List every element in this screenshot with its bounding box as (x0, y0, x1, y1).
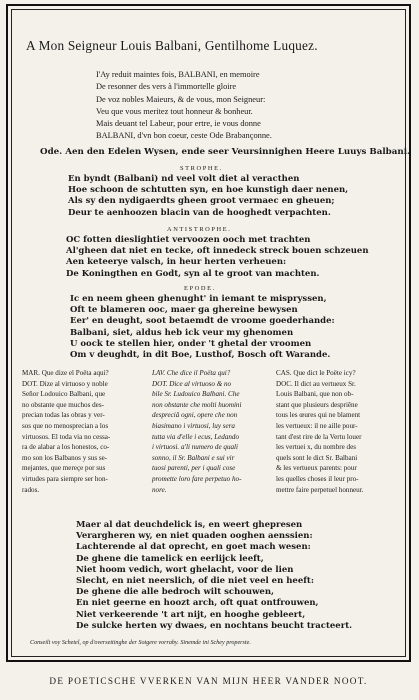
dialogue-line: mejantes, que mereçe por sus (22, 464, 106, 473)
verse-line: Deur te aenhoozen blacin van de hooghedt verpachten. (68, 207, 331, 218)
verse-line: De voz nobles Maieurs, & de vous, mon Seigneur: (96, 94, 266, 104)
dialogue-line: quels sont le dict Sr. Balbani (276, 453, 358, 462)
verse-line: I'Ay reduit maintes fois, BALBANI, en memoire (96, 70, 260, 79)
dialogue-line: tant d'est rire de la Vertu louer (276, 432, 362, 441)
dialogue-line: bile Sr. Ludouico Balbani. Che (152, 390, 240, 399)
verse-line: En byndt (Balbani) nd veel volt diet al veracthen (68, 174, 300, 184)
page-footer-title: DE POETICSCHE VVERKEN VAN MIJN HEER VANDER NOOT. (49, 676, 368, 686)
verse-line: Al'gheen dat niet en tecke, oft innedeck streck bouen schzeuen (66, 246, 369, 257)
antistrophe-heading: ANTISTROPHE. (167, 226, 232, 233)
strophe-heading: STROPHE. (180, 165, 223, 172)
dialogue-line: i virtuosi. a'li numero de quali (152, 443, 238, 452)
verse-line: Als sy den nydigaerdts gheen groot vermaec en gheuen; (68, 196, 335, 207)
dedication-title: A Mon Seigneur Louis Balbani, Gentilhome Luquez. (26, 38, 318, 53)
dialogue-line: les vertueux: il ne aille pour- (276, 421, 358, 430)
verse-line: Oft te blameren ooc, maer ga ghereine bewysen (70, 305, 298, 316)
strophe-verse (68, 174, 348, 219)
dialogue-line: promette loro fare perpetuo ho- (152, 474, 242, 483)
dialogue-line: LAV. Che dice il Poëta qui? (152, 369, 231, 377)
verse-line: Mais deuant tel Labeur, pour ertre, ie vous donne (96, 119, 261, 129)
verse-line: De sulcke herten wy dwaes, en nochtans beucht tracteert. (76, 620, 353, 631)
epode-heading: EPODE. (184, 285, 216, 292)
dialogue-line: DOT. Dice al virtuoso & no (152, 379, 232, 388)
dialogue-line: rados. (22, 485, 40, 494)
dialogue-line: mo son los Balbanos y sus se- (22, 453, 108, 462)
dialogue-line: tuosi parenti, per i quali cose (152, 464, 236, 473)
dialogue-line: despreciâ ogni, opere che non (152, 411, 238, 420)
dialogue-line: DOT. Dize al virtuoso y noble (22, 379, 108, 388)
ode-title: Ode. Aen den Edelen Wysen, ende seer Veursinnighen Heere Luuys Balbani. (40, 147, 411, 157)
dialogue-line: sos que no menosprecian a los (22, 421, 109, 430)
french-dialogue-column (276, 368, 363, 495)
dialogue-line: MAR. Que dize el Poëta aqui? (22, 369, 109, 377)
dialogue-line: biasimano i virtuosi, luy sera (152, 421, 235, 430)
dialogue-line: ra de alabar a los honestos, co- (22, 443, 110, 452)
verse-line: Om v deughdt, in dit Boe, Lusthof, Bosch oft Warande. (70, 350, 331, 361)
verse-line: Verargheren wy, en niet quaden ooghen aenssien: (76, 531, 313, 542)
verse-line: Hoe schoon de schtutten syn, en hoe kunstigh daer nenen, (68, 185, 349, 196)
dialogue-line: nore. (152, 485, 167, 494)
verse-line: Eer' en deught, soot betaemdt de vroome goederhande: (70, 316, 335, 327)
verse-line: OC fotten dieslightiet vervoozen ooch met trachten (66, 235, 311, 245)
dialogue-line: mettre faire perpetuel honneur. (276, 485, 364, 494)
verse-line: Balbani, siet, aldus heb ick veur my ghenomen (70, 327, 294, 338)
french-dedication-verse (96, 69, 272, 143)
verse-line: Slecht, en niet neerslich, of die niet veel en heeft: (76, 576, 314, 587)
dialogue-line: no obstante que muchos des- (22, 400, 104, 409)
verse-line: Ic en neem gheen ghenught' in iemant te mispryssen, (70, 294, 327, 304)
verse-line: Niet hoom vedich, wort ghelacht, voor de lien (76, 564, 294, 575)
verse-line: Veu que vous meritez tout honneur & bonheur. (96, 106, 253, 116)
epode-verse (70, 294, 335, 361)
dialogue-line: Señor Lodouico Balbani, que (22, 390, 106, 399)
verse-line: Lachterende al dat oprecht, en goet mach wesen: (76, 542, 311, 553)
verse-line: Aen keteerye valsch, in heur herten verheuen: (66, 257, 287, 268)
verse-line: U oock te stellen hier, onder 't ghetal der vroomen (70, 338, 312, 349)
dialogue-line: & les vertueux parents: pour (276, 464, 357, 473)
closing-verse (76, 520, 352, 632)
verse-line: De Koningthen en Godt, syn al te groot van machten. (66, 268, 320, 279)
dialogue-line: stant que plusieurs despriêne (276, 400, 358, 409)
antistrophe-verse (66, 235, 369, 280)
dialogue-line: les quelles choses il leur pro- (276, 474, 359, 483)
dialogue-line: tutta via d'elle i ecus, Ledando (152, 432, 240, 441)
verse-line: De ghene die tamelick en eerlijck leeft, (76, 553, 264, 564)
dialogue-line: les vertuei x, du nombre des (276, 443, 356, 452)
verse-line: De ghene die alle bedroch wilt schouwen, (76, 587, 274, 598)
dialogue-line: tous les œures qui ne blament (276, 411, 361, 420)
dialogue-line: Louis Balbani, que non ob- (276, 390, 354, 399)
dialogue-line: virtudes para siempre ser hon- (22, 474, 108, 483)
verse-line: Maer al dat deuchdelick is, en weert ghepresen (76, 520, 303, 530)
verse-line: BALBANI, d'vn bon coeur, ceste Ode Brabançonne. (96, 131, 272, 141)
dialogue-line: non obstante che molti huomini (152, 400, 242, 409)
verse-line: En niet geerne en hoozt arch, oft quat ontfrouwen, (76, 598, 319, 609)
spanish-dialogue-column (22, 368, 110, 495)
dialogue-line: CAS. Que dict le Poëte icy? (276, 369, 356, 377)
verse-line: Niet verkeerende 't art nijt, en hooghe gebleert, (76, 609, 306, 620)
dialogue-line: DOC. Il dict au vertueux Sr. (276, 379, 356, 388)
dialogue-line: virtuosos. El toda via no cessa- (22, 432, 111, 441)
verse-line: De resonner des vers à l'immortelle gloire (96, 82, 237, 92)
dialogue-line: sonno, il Sr. Balbani e sui vir (152, 453, 235, 462)
italian-dialogue-column (152, 368, 241, 495)
credit-line: Conseilt voy Schetel, op d'oversettinghe der Sotgere vorraby. Sinemde ini Schey properste. (30, 640, 251, 646)
dialogue-line: precian todas las obras y ver- (22, 411, 105, 420)
